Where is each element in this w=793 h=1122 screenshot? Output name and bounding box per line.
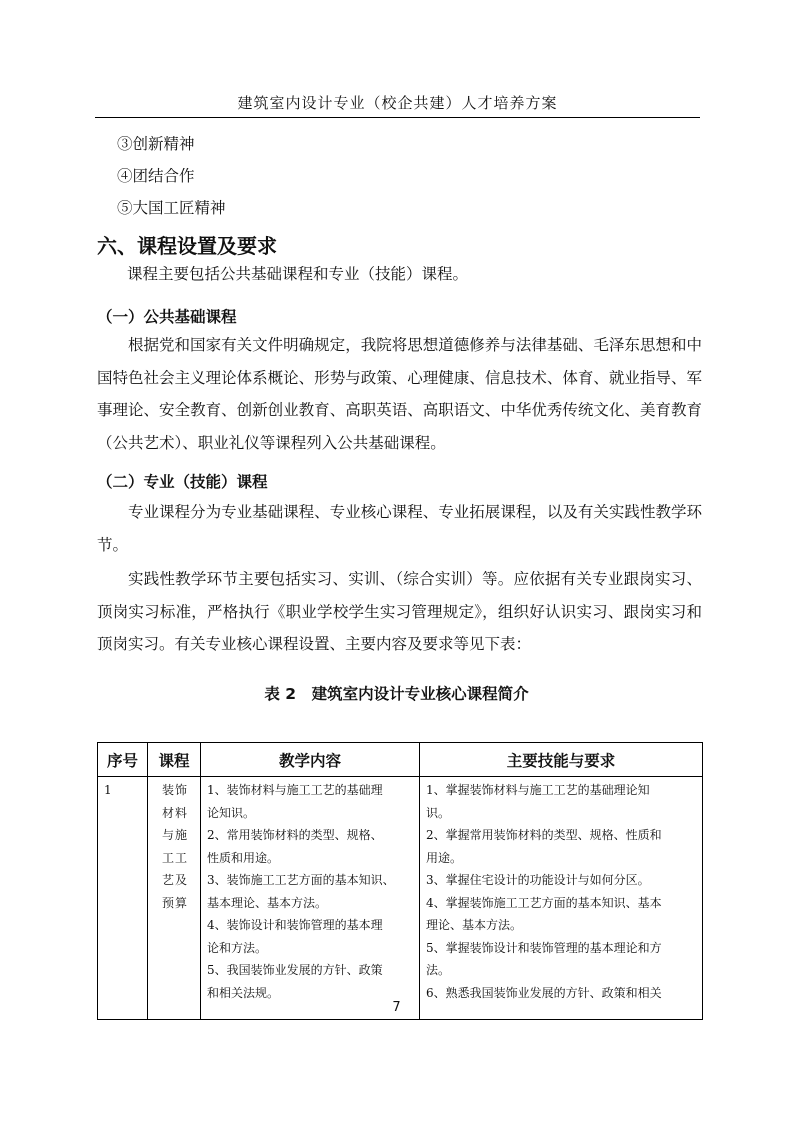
table-caption: 表 2 建筑室内设计专业核心课程简介 — [264, 685, 529, 703]
section-intro: 课程主要包括公共基础课程和专业（技能）课程。 — [127, 265, 469, 283]
course-name-line: 材料 — [161, 805, 188, 820]
list-item: ⑤大国工匠精神 — [117, 199, 226, 217]
running-header: 建筑室内设计专业（校企共建）人才培养方案 — [237, 94, 558, 112]
course-name-line: 预算 — [161, 895, 188, 910]
content-line: 1、装饰材料与施工工艺的基础理 — [207, 783, 383, 797]
skills-line: 1、掌握装饰材料与施工工艺的基础理论知 — [426, 783, 650, 797]
course-name-line: 装饰 — [161, 783, 188, 797]
skills-requirements-cell — [420, 777, 703, 1020]
skills-line: 5、掌握装饰设计和装饰管理的基本理论和方 — [426, 940, 662, 955]
column-header-content: 教学内容 — [201, 743, 420, 777]
content-line: 和相关法规。 — [207, 985, 280, 1000]
course-name-line: 艺及 — [161, 873, 188, 887]
column-header-skills: 主要技能与要求 — [420, 743, 703, 777]
skills-line: 理论、基本方法。 — [426, 918, 523, 932]
subsection-heading-public: （一）公共基础课程 — [97, 308, 237, 326]
skills-line: 2、掌握常用装饰材料的类型、规格、性质和 — [426, 828, 662, 842]
page-number: 7 — [392, 1000, 401, 1015]
course-name-line: 与施 — [161, 828, 188, 842]
column-header-course: 课程 — [148, 743, 201, 777]
skills-line: 4、掌握装饰施工工艺方面的基本知识、基本 — [426, 895, 662, 910]
skills-line: 3、掌握住宅设计的功能设计与如何分区。 — [426, 873, 650, 887]
content-line: 3、装饰施工工艺方面的基本知识、 — [207, 873, 395, 887]
skills-line: 法。 — [426, 963, 451, 977]
header-rule — [95, 117, 700, 118]
section-heading: 六、课程设置及要求 — [97, 234, 277, 258]
table-header-row — [98, 743, 703, 777]
skills-line: 6、熟悉我国装饰业发展的方针、政策和相关 — [426, 985, 662, 1000]
content-line: 4、装饰设计和装饰管理的基本理 — [207, 918, 383, 932]
content-line: 2、常用装饰材料的类型、规格、 — [207, 828, 383, 842]
content-line: 论和方法。 — [207, 940, 268, 955]
course-name-line: 工工 — [161, 850, 188, 865]
content-line: 性质和用途。 — [207, 850, 280, 865]
public-courses-paragraph: 根据党和国家有关文件明确规定，我院将思想道德修养与法律基础、毛泽东思想和中国特色社会主义理论体系概论、形势与政策、心理健康、信息技术、体育、就业指导、军事理论、安全教育、创新创业教育、高职英语、高职语文、中华优秀传统文化、美育教育（公共艺术）、职业礼仪等课程列入公共基础课程。 — [97, 336, 702, 452]
list-item: ④团结合作 — [117, 167, 195, 185]
professional-courses-paragraph: 专业课程分为专业基础课程、专业核心课程、专业拓展课程，以及有关实践性教学环节。 — [97, 503, 702, 554]
core-courses-table — [97, 742, 703, 1020]
subsection-heading-professional: （二）专业（技能）课程 — [97, 473, 268, 491]
practice-paragraph: 实践性教学环节主要包括实习、实训、（综合实训）等。应依据有关专业跟岗实习、顶岗实习标准，严格执行《职业学校学生实习管理规定》，组织好认识实习、跟岗实习和顶岗实习。有关专业核心课程设置、主要内容及要求等见下表： — [97, 570, 702, 653]
list-item: ③创新精神 — [117, 135, 195, 153]
skills-line: 用途。 — [426, 850, 463, 865]
content-line: 论知识。 — [207, 805, 256, 820]
skills-line: 识。 — [426, 805, 451, 820]
course-name-cell — [148, 777, 201, 1020]
row-number: 1 — [98, 777, 148, 1020]
content-line: 基本理论、基本方法。 — [207, 895, 328, 910]
table-row — [98, 777, 703, 1020]
content-line: 5、我国装饰业发展的方针、政策 — [207, 963, 383, 977]
teaching-content-cell — [201, 777, 420, 1020]
column-header-number: 序号 — [98, 743, 148, 777]
